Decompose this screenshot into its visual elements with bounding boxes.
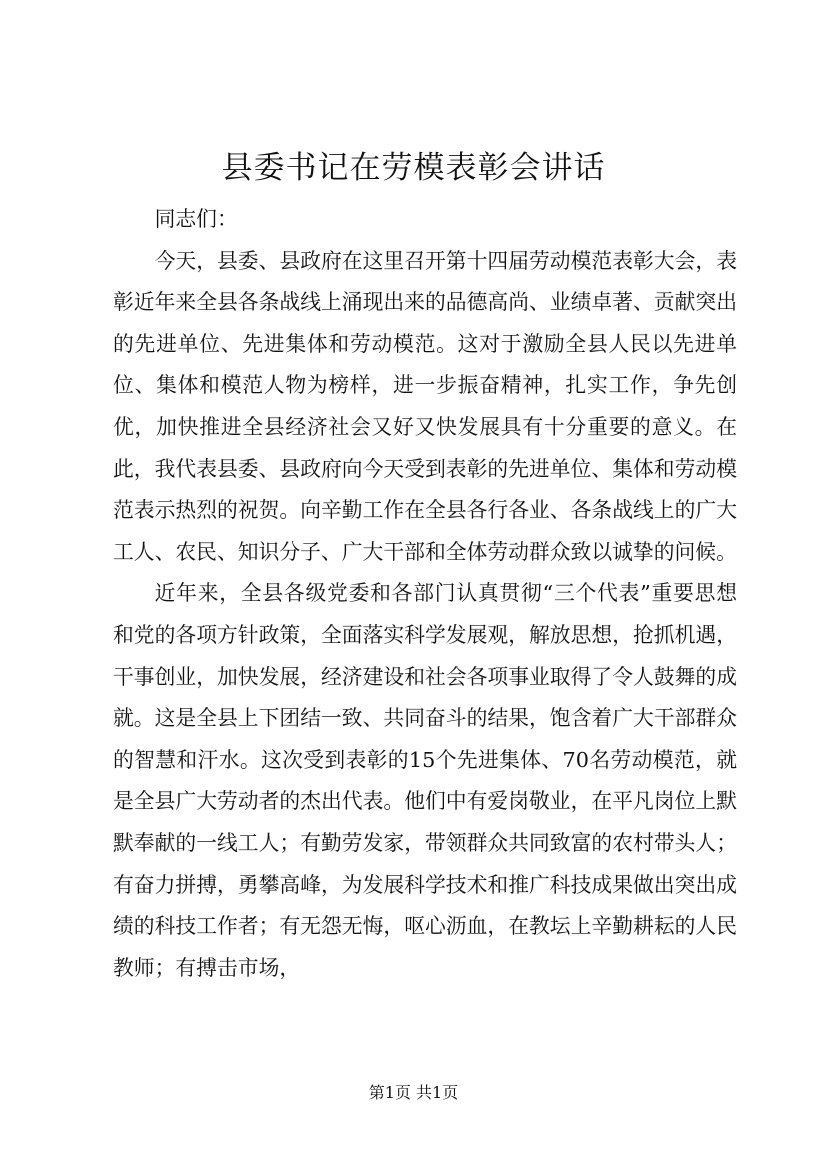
- salutation: 同志们：: [154, 207, 238, 231]
- document-title: 县委书记在劳模表彰会讲话: [221, 150, 606, 186]
- document-body: [113, 199, 737, 989]
- paragraph-1: 今天，县委、县政府在这里召开第十四届劳动模范表彰大会，表彰近年来全县各条战线上涌现出来的品德高尚、业绩卓著、贡献突出的先进单位、先进集体和劳动模范。这对于激励全县人民以先进单位、集体和模范人物为榜样，进一步振奋精神，扎实工作，争先创优，加快推进全县经济社会又好又快发展具有十分重要的意义。在此，我代表县委、县政府向今天受到表彰的先进单位、集体和劳动模范表示热烈的祝贺。向辛勤工作在全县各行各业、各条战线上的广大工人、农民、知识分子、广大干部和全体劳动群众致以诚挚的问候。: [113, 248, 737, 564]
- paragraph-2: 近年来，全县各级党委和各部门认真贯彻“三个代表”重要思想和党的各项方针政策，全面落实科学发展观，解放思想，抢抓机遇，干事创业，加快发展，经济建设和社会各项事业取得了令人鼓舞的成就。这是全县上下团结一致、共同奋斗的结果，饱含着广大干部群众的智慧和汗水。这次受到表彰的15个先进集体、70名劳动模范，就是全县广大劳动者的杰出代表。他们中有爱岗敬业，在平凡岗位上默默奉献的一线工人；有勤劳发家，带领群众共同致富的农村带头人；有奋力拼搏，勇攀高峰，为发展科学技术和推广科技成果做出突出成绩的科技工作者；有无怨无悔，呕心沥血，在教坛上辛勤耕耘的人民教师；有搏击市场，: [113, 581, 737, 980]
- page-footer: 第1页 共1页: [368, 1083, 459, 1102]
